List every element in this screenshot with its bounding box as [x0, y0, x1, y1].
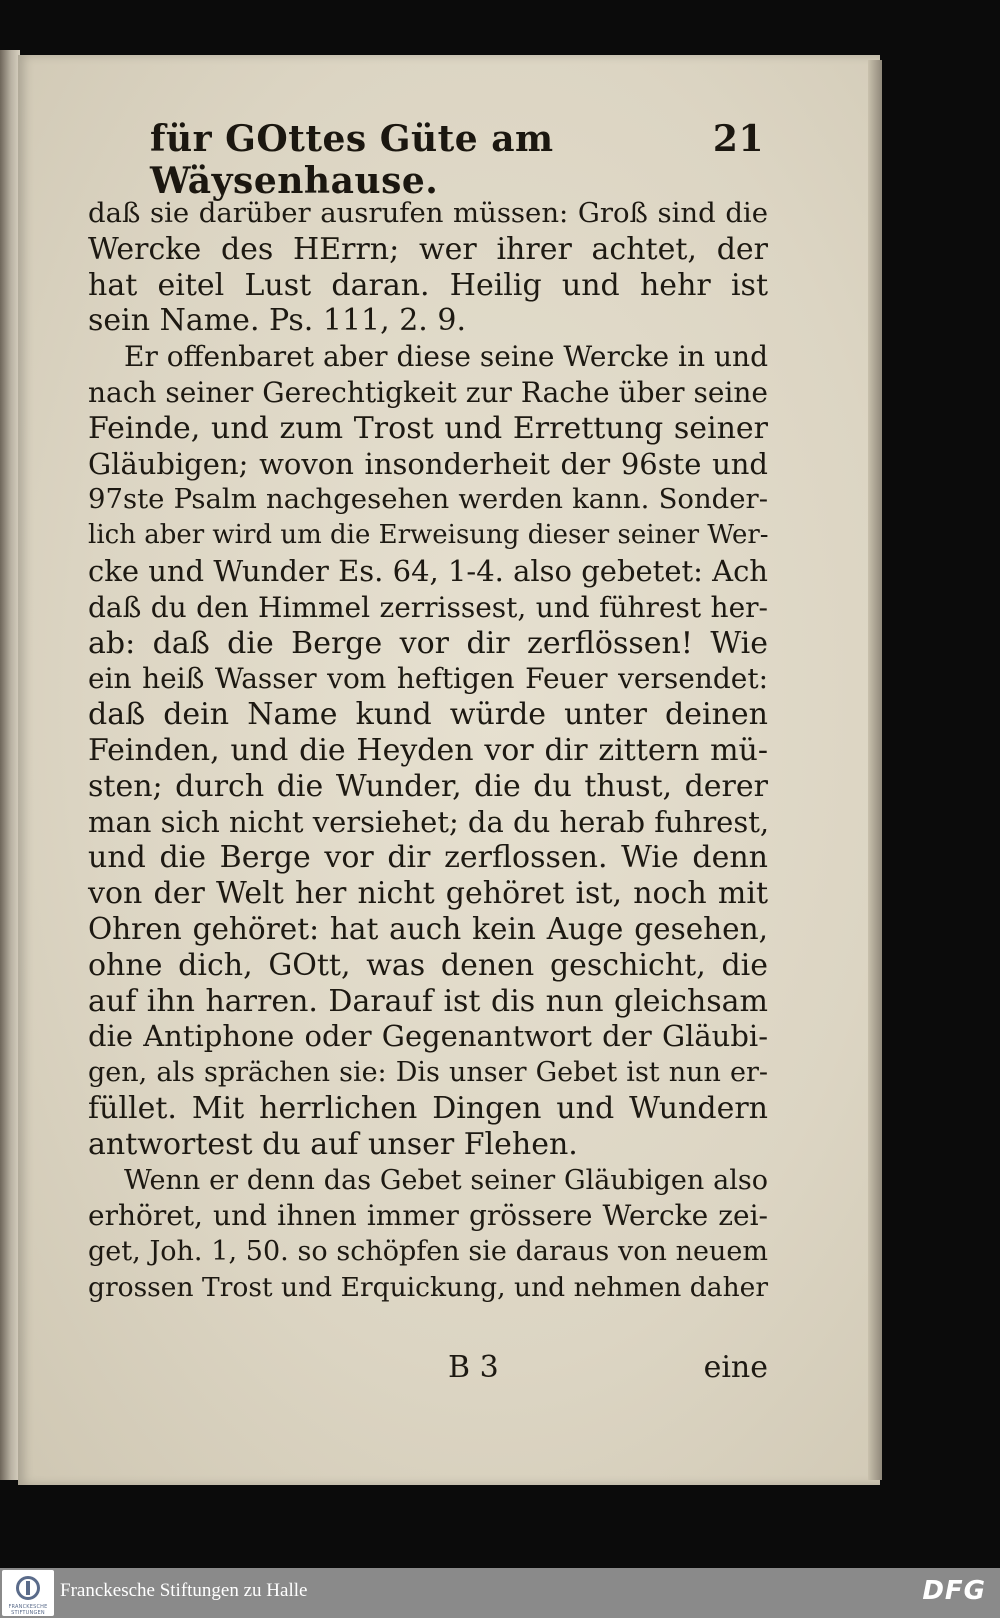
text-line: erhöret, und ihnen immer grössere Wercke zei-: [88, 1199, 768, 1233]
running-head-title: für GOttes Güte am Wäysenhause.: [150, 118, 554, 202]
text-line: ohne dich, GOtt, was denen geschicht, die: [88, 947, 768, 983]
text-line: Wercke des HErrn; wer ihrer achtet, der: [88, 231, 768, 267]
running-head: [150, 118, 770, 202]
previous-page-edge: [0, 50, 20, 1480]
text-line: die Antiphone oder Gegenantwort der Gläubi-: [88, 1019, 768, 1054]
text-line: Feinde, und zum Trost und Errettung seiner: [88, 410, 768, 446]
text-line: nach seiner Gerechtigkeit zur Rache über seine: [88, 375, 768, 409]
text-line: Gläubigen; wovon insonderheit der 96ste und: [88, 446, 768, 481]
footer-bar: [0, 1568, 1000, 1618]
institution-name: Franckesche Stiftungen zu Halle: [60, 1580, 308, 1601]
text-line: sein Name. Ps. 111, 2. 9.: [88, 303, 466, 339]
text-line: von der Welt her nicht gehöret ist, noch mit: [88, 876, 768, 912]
text-line: Ohren gehöret: hat auch kein Auge gesehen,: [88, 911, 768, 946]
text-line: ein heiß Wasser vom heftigen Feuer versendet:: [88, 662, 768, 696]
text-line: cke und Wunder Es. 64, 1-4. also gebetet: Ach: [88, 553, 768, 588]
page-edge: [868, 60, 882, 1480]
text-line: daß dein Name kund würde unter deinen: [88, 697, 768, 733]
signature-mark: B 3: [448, 1350, 499, 1385]
logo-icon: [16, 1576, 40, 1600]
catchword: eine: [703, 1350, 768, 1385]
text-line: und die Berge vor dir zerflossen. Wie denn: [88, 840, 768, 876]
text-line: gen, als sprächen sie: Dis unser Gebet ist nun er-: [88, 1057, 768, 1089]
dfg-logo[interactable]: DFG: [922, 1576, 986, 1606]
logo-text: FRANCKESCHE STIFTUNGEN: [8, 1604, 48, 1616]
text-line: sten; durch die Wunder, die du thust, derer: [88, 768, 768, 804]
text-line: auf ihn harren. Darauf ist dis nun gleichsam: [88, 983, 768, 1019]
text-line: lich aber wird um die Erweisung dieser seiner Wer-: [88, 520, 769, 551]
text-line: füllet. Mit herrlichen Dingen und Wundern: [88, 1090, 768, 1126]
text-line: Er offenbaret aber diese seine Wercke in und: [124, 340, 768, 374]
text-line: Feinden, und die Heyden vor dir zittern mü-: [88, 732, 768, 768]
page-number: 21: [712, 118, 764, 160]
text-line: daß du den Himmel zerrissest, und führest her-: [88, 590, 768, 624]
text-line: man sich nicht versiehet; da du herab fuhrest,: [88, 804, 770, 839]
text-line: get, Joh. 1, 50. so schöpfen sie daraus von neuem: [88, 1236, 768, 1268]
franckesche-stiftungen-logo[interactable]: [2, 1570, 54, 1616]
text-line: antwortest du auf unser Flehen.: [88, 1126, 578, 1162]
text-line: 97ste Psalm nachgesehen werden kann. Sonder-: [88, 483, 768, 516]
text-line: grossen Trost und Erquickung, und nehmen daher: [88, 1271, 768, 1303]
text-line: daß sie darüber ausrufen müssen: Groß sind die: [88, 197, 768, 229]
text-line: hat eitel Lust daran. Heilig und hehr ist: [88, 267, 768, 303]
text-line: Wenn er denn das Gebet seiner Gläubigen also: [124, 1164, 768, 1196]
text-line: ab: daß die Berge vor dir zerflössen! Wie: [88, 625, 768, 661]
page-footer-line: [88, 1350, 768, 1386]
body-text: [88, 196, 768, 1306]
